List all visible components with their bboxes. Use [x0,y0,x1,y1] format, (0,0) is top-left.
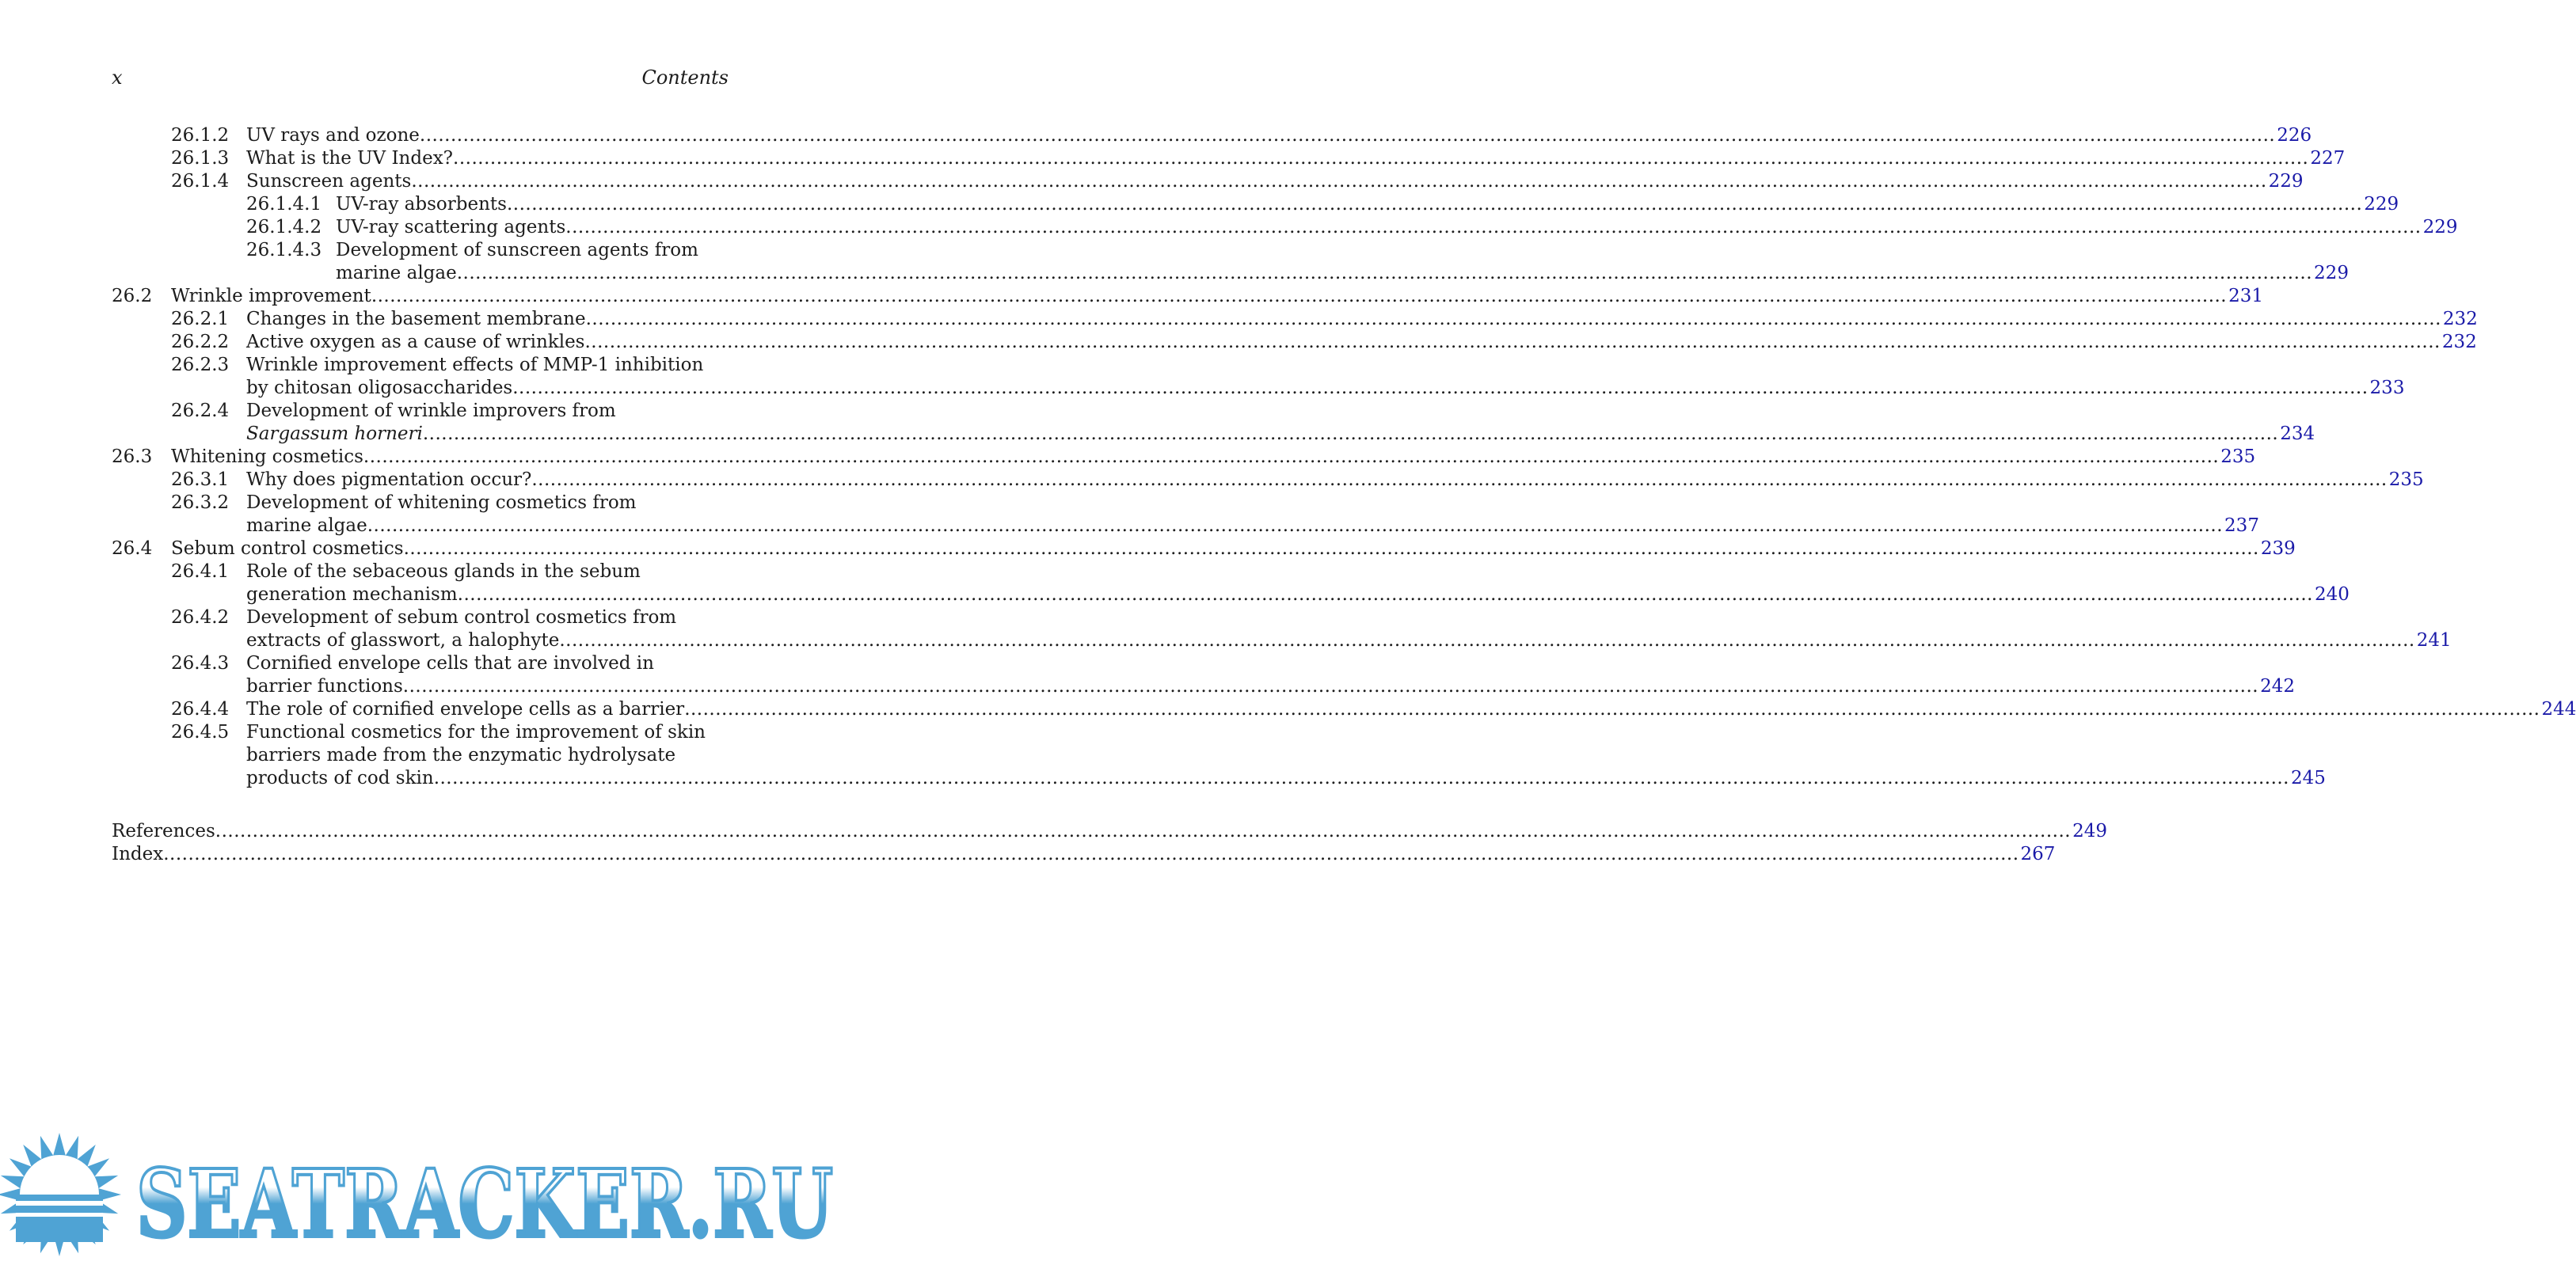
toc-section-number: 26.3 [112,446,153,467]
toc-entry[interactable] [112,216,2458,239]
toc-title-line [246,377,2405,400]
toc-leader-dots: ............................................................................................................................................................................................................................................................................................................ [419,125,2276,146]
toc-page-link[interactable]: 232 [2441,332,2477,352]
toc-page-link[interactable]: 240 [2314,584,2350,605]
toc-title: products of cod skin [246,768,434,788]
toc-title-line [246,400,729,423]
toc-entry[interactable] [112,843,2056,866]
toc-leader-dots: ............................................................................................................................................................................................................................................................................................................ [367,515,2224,536]
toc-title: Sunscreen agents [246,171,412,192]
toc-title: Index [112,844,164,864]
toc-title-line [246,515,2259,538]
toc-title: Development of whitening cosmetics from [246,492,637,513]
toc-section-number: 26.1.4.1 [246,194,322,215]
toc-title-line [171,538,2296,560]
toc-title: Wrinkle improvement [171,286,371,306]
toc-title-line [246,767,2326,790]
toc-line [112,354,729,377]
toc-line [112,652,729,675]
toc-entry[interactable] [112,652,2295,698]
toc-line [112,721,729,744]
toc-entry[interactable] [112,560,2350,606]
toc-page-link[interactable]: 242 [2260,676,2295,697]
toc-leader-dots: ............................................................................................................................................................................................................................................................................................................ [456,263,2313,283]
toc-title: UV rays and ozone [246,125,420,146]
toc-line [112,446,2256,469]
toc-section-number: 26.4.3 [171,653,230,674]
toc-line [112,675,2295,698]
toc-page-link[interactable]: 232 [2442,309,2478,329]
toc-leader-dots: ............................................................................................................................................................................................................................................................................................................ [411,171,2267,192]
toc-leader-dots: ............................................................................................................................................................................................................................................................................................................ [584,332,2441,352]
toc-section-number: 26.4 [112,538,153,559]
toc-entry[interactable] [112,331,2477,354]
toc-title-line [171,446,2256,469]
toc-line [112,147,2346,170]
toc-leader-dots: ............................................................................................................................................................................................................................................................................................................ [512,378,2369,398]
toc-page-link[interactable]: 239 [2260,538,2296,559]
toc-title: Why does pigmentation occur? [246,469,532,490]
toc-line [112,538,2296,560]
toc-entry[interactable] [112,124,2312,147]
toc-title: marine algae [246,515,367,536]
toc-entry[interactable] [112,698,2576,721]
toc-line [112,216,2458,239]
toc-title: UV-ray absorbents [336,194,507,215]
toc-title: Cornified envelope cells that are involved in [246,653,654,674]
toc-title-line [246,423,2315,446]
toc-entry[interactable] [112,492,2259,538]
toc-title-line [246,124,2312,147]
watermark-text: SEATRACKER.RU [136,1149,833,1259]
sun-icon [0,1133,121,1256]
toc-title-line [246,147,2346,170]
toc-leader-dots: ............................................................................................................................................................................................................................................................................................................ [457,584,2313,605]
toc-line [112,820,2107,843]
toc-section-number: 26.2.1 [171,309,230,329]
toc-title-line [246,721,729,744]
toc-section-number: 26.1.2 [171,125,230,146]
toc-entry[interactable] [112,193,2399,216]
toc-entry[interactable] [112,538,2296,560]
toc-page-link[interactable]: 267 [2020,844,2056,864]
toc-line [112,308,2478,331]
toc-title: marine algae [336,263,457,283]
toc-page-link[interactable]: 235 [2388,469,2424,490]
toc-leader-dots: ............................................................................................................................................................................................................................................................................................................ [371,286,2228,306]
toc-title-line [336,239,729,262]
toc-leader-dots: ............................................................................................................................................................................................................................................................................................................ [403,538,2259,559]
toc-title: What is the UV Index? [246,148,454,169]
toc-line [112,262,2349,285]
toc-title: generation mechanism [246,584,458,605]
toc-entry[interactable] [112,285,2264,308]
toc-title-line [246,354,729,377]
toc-title-line [246,698,2576,721]
toc-title: Whitening cosmetics [171,446,363,467]
toc-entry[interactable] [112,170,2304,193]
toc-line [112,285,2264,308]
toc-section-number: 26.4.4 [171,699,230,720]
toc-entry[interactable] [112,721,2326,790]
toc-section-number: 26.1.3 [171,148,230,169]
toc-spacer [112,790,729,820]
toc-title: Sebum control cosmetics [171,538,404,559]
toc-section-number: 26.1.4 [171,171,230,192]
toc-leader-dots: ............................................................................................................................................................................................................................................................................................................ [531,469,2388,490]
toc-page-link[interactable]: 249 [2072,821,2107,841]
toc-line [112,377,2405,400]
toc-section-number: 26.2 [112,286,153,306]
toc-section-number: 26.2.4 [171,401,230,421]
toc-title: The role of cornified envelope cells as a barrier [246,699,685,720]
toc-title-line [246,170,2304,193]
toc-entry[interactable] [112,606,2452,652]
toc-page-link[interactable]: 235 [2220,446,2256,467]
toc-title: Role of the sebaceous glands in the sebum [246,561,641,582]
toc-line [112,170,2304,193]
toc-section-number: 26.4.1 [171,561,230,582]
toc-section-number: 26.3.1 [171,469,230,490]
toc-page-link[interactable]: 229 [2314,263,2349,283]
toc-line [112,492,729,515]
toc-title: barriers made from the enzymatic hydrolysate [246,745,676,765]
toc-title-line [246,469,2424,492]
toc-leader-dots: ............................................................................................................................................................................................................................................................................................................ [433,768,2289,788]
toc-line [112,560,729,583]
toc-title-line [246,652,729,675]
toc-title-line [336,193,2399,216]
toc-section-number: 26.4.2 [171,607,230,628]
toc-title: Active oxygen as a cause of wrinkles [246,332,585,352]
toc-line [112,331,2477,354]
toc-entry[interactable] [112,308,2478,331]
toc-section-number: 26.2.3 [171,355,230,375]
toc-line [112,843,2056,866]
toc-leader-dots: ............................................................................................................................................................................................................................................................................................................ [402,676,2259,697]
toc-leader-dots: ............................................................................................................................................................................................................................................................................................................ [585,309,2441,329]
running-title: Contents [641,66,729,89]
toc-title-line [246,606,729,629]
toc-section-number: 26.1.4.3 [246,240,322,260]
toc-title-line [336,216,2458,239]
toc-title-line [246,744,729,767]
toc-page-link[interactable]: 229 [2268,171,2304,192]
toc-title-line [246,331,2477,354]
toc-page-link[interactable]: 229 [2422,217,2458,237]
toc-leader-dots: ............................................................................................................................................................................................................................................................................................................ [363,446,2220,467]
toc-entry[interactable] [112,354,2405,400]
toc-entry[interactable] [112,446,2256,469]
toc-title-line [246,492,729,515]
toc-line [112,744,729,767]
watermark-logo [0,1118,855,1265]
toc-page-link[interactable]: 227 [2310,148,2346,169]
toc-line [112,469,2424,492]
toc-leader-dots: ............................................................................................................................................................................................................................................................................................................ [565,217,2422,237]
page-number: x [112,66,123,89]
toc-page-link[interactable]: 241 [2416,630,2452,651]
toc-leader-dots: ............................................................................................................................................................................................................................................................................................................ [422,424,2279,444]
toc-line [112,423,2315,446]
toc-title-line [171,285,2264,308]
toc-leader-dots: ............................................................................................................................................................................................................................................................................................................ [506,194,2363,215]
toc-title: barrier functions [246,676,403,697]
toc-leader-dots: ............................................................................................................................................................................................................................................................................................................ [684,699,2540,720]
toc-leader-dots: ............................................................................................................................................................................................................................................................................................................ [163,844,2019,864]
toc-title: Development of wrinkle improvers from [246,401,616,421]
toc-title-line [246,583,2350,606]
toc-title: extracts of glasswort, a halophyte [246,630,560,651]
toc-section-number: 26.1.4.2 [246,217,322,237]
toc-title-line [336,262,2349,285]
toc-title: References [112,821,215,841]
toc-title: Development of sebum control cosmetics from [246,607,677,628]
table-of-contents [112,124,2576,866]
toc-title: Functional cosmetics for the improvement of skin [246,722,706,743]
toc-section-number: 26.2.2 [171,332,230,352]
toc-line [112,515,2259,538]
running-header [112,66,729,98]
toc-page-link[interactable]: 237 [2224,515,2259,536]
toc-line [112,193,2399,216]
toc-title: Sargassum horneri [246,424,423,444]
toc-section-number: 26.4.5 [171,722,230,743]
toc-title-line [246,675,2295,698]
toc-line [112,629,2452,652]
toc-page-link[interactable]: 231 [2228,286,2264,306]
toc-line [112,606,729,629]
toc-title: UV-ray scattering agents [336,217,566,237]
toc-title: Development of sunscreen agents from [336,240,698,260]
toc-title-line [112,820,2107,843]
toc-title: by chitosan oligosaccharides [246,378,513,398]
toc-entry[interactable] [112,239,2349,285]
toc-title: Changes in the basement membrane [246,309,586,329]
toc-page-link[interactable]: 245 [2291,768,2326,788]
toc-title-line [246,308,2478,331]
toc-line [112,400,729,423]
toc-title: Wrinkle improvement effects of MMP-1 inhibition [246,355,704,375]
toc-page-link[interactable]: 234 [2280,424,2315,444]
toc-page-link[interactable]: 226 [2277,125,2312,146]
toc-title-line [112,843,2056,866]
toc-entry[interactable] [112,820,2107,843]
toc-leader-dots: ............................................................................................................................................................................................................................................................................................................ [215,821,2072,841]
toc-entry[interactable] [112,147,2346,170]
toc-leader-dots: ............................................................................................................................................................................................................................................................................................................ [559,630,2415,651]
toc-title-line [246,560,729,583]
toc-entry[interactable] [112,469,2424,492]
toc-section-number: 26.3.2 [171,492,230,513]
toc-page-link[interactable]: 244 [2541,699,2576,720]
toc-leader-dots: ............................................................................................................................................................................................................................................................................................................ [453,148,2309,169]
toc-line [112,583,2350,606]
toc-line [112,124,2312,147]
toc-page-link[interactable]: 229 [2364,194,2399,215]
toc-title-line [246,629,2452,652]
toc-line [112,698,2576,721]
toc-page-link[interactable]: 233 [2369,378,2405,398]
toc-entry[interactable] [112,400,2315,446]
toc-line [112,239,729,262]
toc-line [112,767,2326,790]
